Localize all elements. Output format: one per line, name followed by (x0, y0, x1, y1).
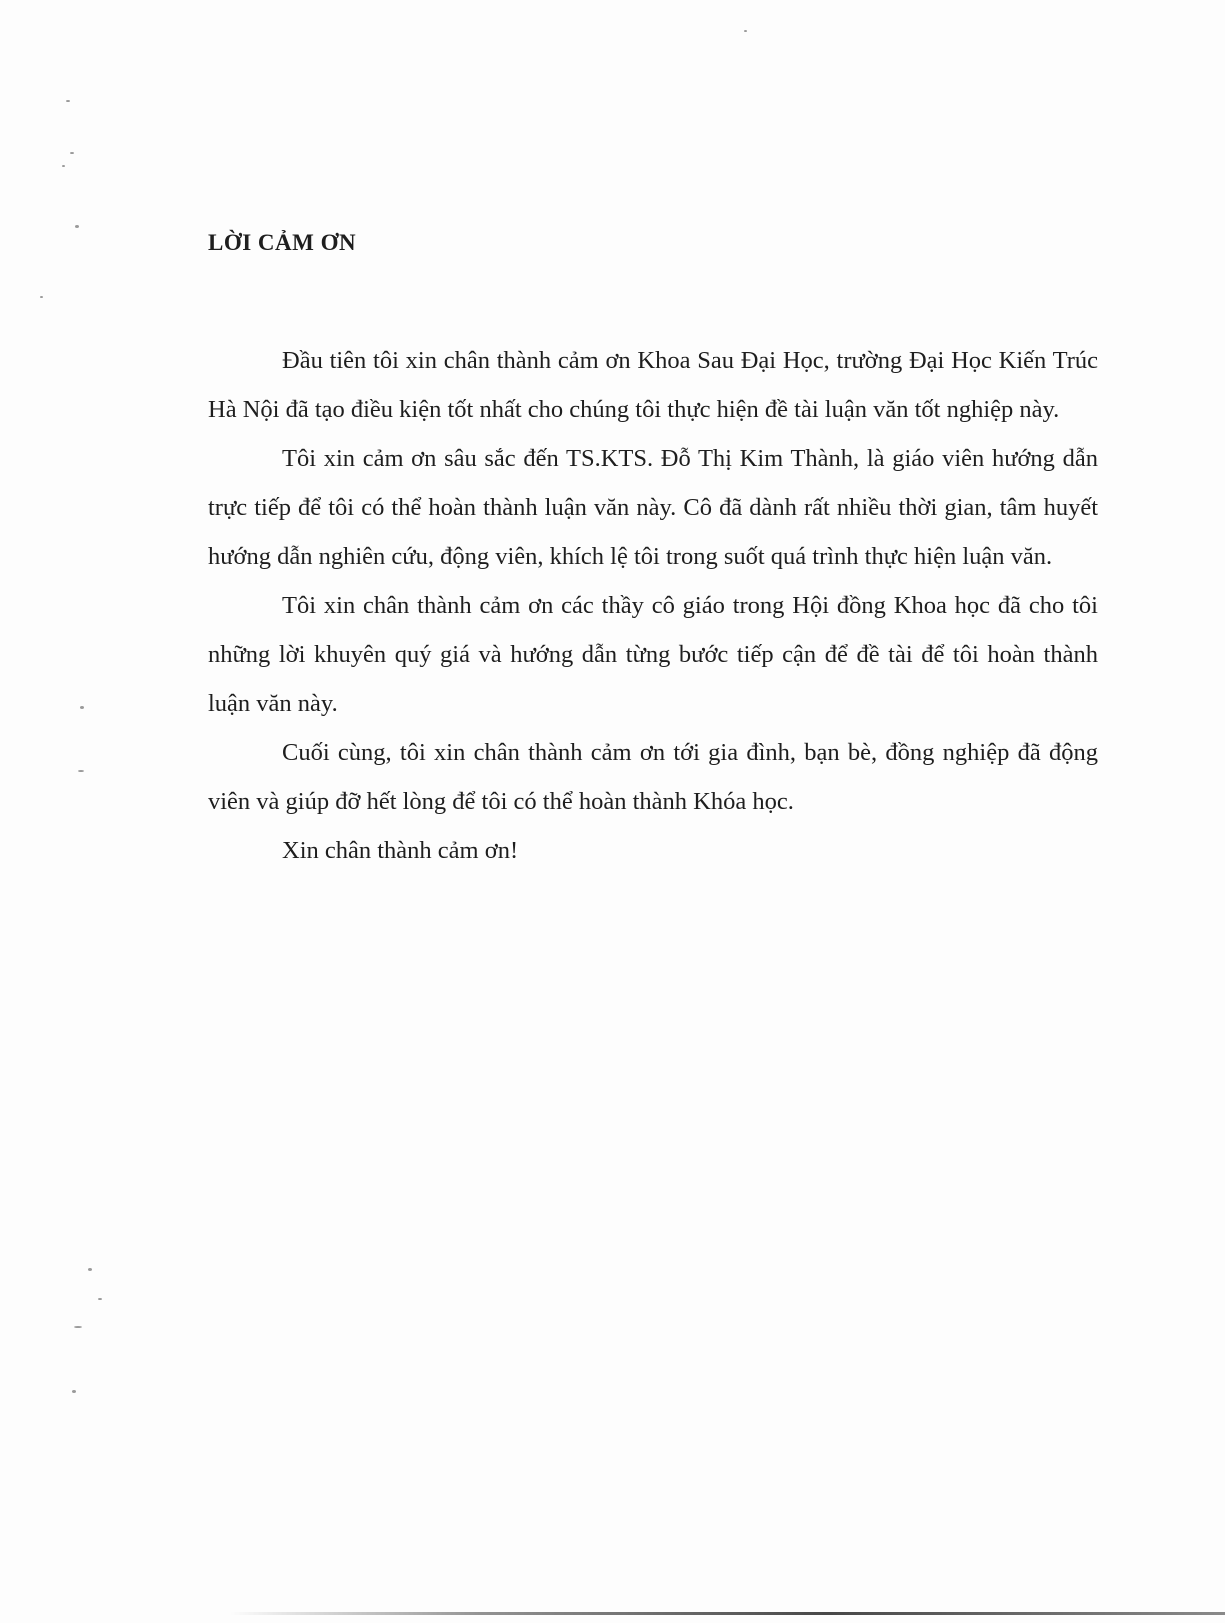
paragraph: Đầu tiên tôi xin chân thành cảm ơn Khoa Sau Đại Học, trường Đại Học Kiến Trúc Hà Nội đã tạo điều kiện tốt nhất cho chúng tôi thực hiện đề tài luận văn tốt nghiệp này. (208, 347, 1098, 423)
scan-speck (98, 1298, 102, 1300)
paragraph: Tôi xin cảm ơn sâu sắc đến TS.KTS. Đỗ Thị Kim Thành, là giáo viên hướng dẫn trực tiếp để tôi có thể hoàn thành luận văn này. Cô đã dành rất nhiều thời gian, tâm huyết hướng dẫn nghiên cứu, động viên, khích lệ tôi trong suốt quá trình thực hiện luận văn. (208, 445, 1098, 570)
scan-speck (74, 1326, 82, 1328)
scan-speck (78, 770, 84, 772)
scan-speck (66, 100, 70, 102)
scan-speck (88, 1268, 92, 1271)
scan-speck (70, 152, 74, 154)
scan-edge-line (230, 1612, 1225, 1615)
paragraph: Cuối cùng, tôi xin chân thành cảm ơn tới gia đình, bạn bè, đồng nghiệp đã động viên và giúp đỡ hết lòng để tôi có thể hoàn thành Khóa học. (208, 739, 1098, 815)
closing-line: Xin chân thành cảm ơn! (282, 837, 519, 864)
scan-speck (72, 1390, 76, 1393)
scan-speck (75, 225, 79, 228)
scan-speck (80, 706, 84, 709)
scan-speck (744, 30, 747, 32)
scan-speck (40, 296, 43, 298)
paragraph: Tôi xin chân thành cảm ơn các thầy cô giáo trong Hội đồng Khoa học đã cho tôi những lời khuyên quý giá và hướng dẫn từng bước tiếp cận để đề tài để tôi hoàn thành luận văn này. (208, 592, 1098, 717)
page-title: LỜI CẢM ƠN (208, 230, 357, 255)
acknowledgement-body (208, 336, 1098, 875)
scan-speck (62, 165, 65, 167)
